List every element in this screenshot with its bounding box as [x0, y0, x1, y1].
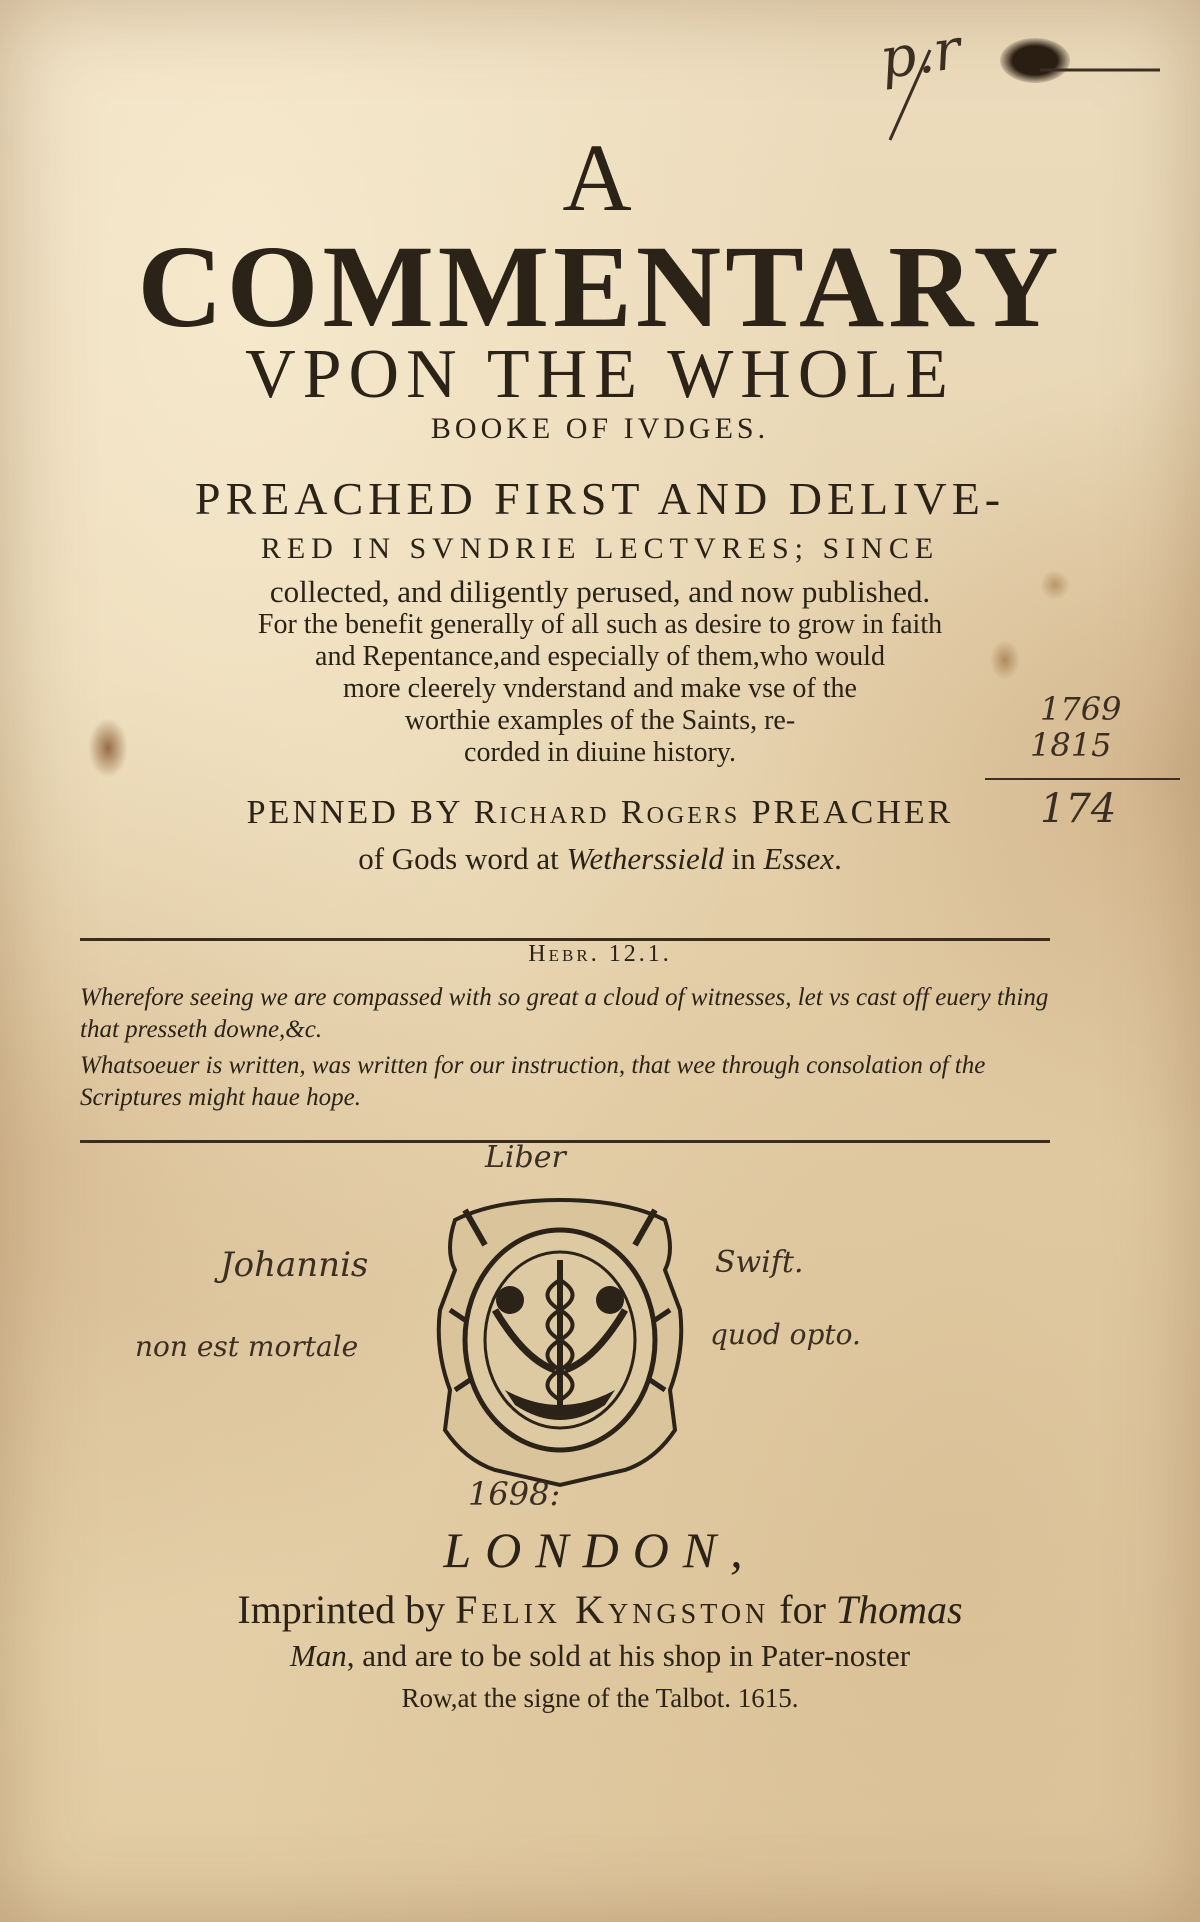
handwritten-motto-b: quod opto.	[710, 1318, 861, 1351]
description-line: For the benefit generally of all such as desire to grow in faith	[257, 609, 943, 640]
author-line	[0, 796, 1200, 830]
handwritten-motto-a: non est mortale	[135, 1330, 359, 1363]
handwritten-rule	[985, 778, 1180, 780]
imprint-line3: Row,at the signe of the Talbot. 1615.	[401, 1683, 799, 1713]
description-line: collected, and diligently perused, and now published.	[269, 574, 931, 609]
title-commentary: COMMENTARY	[137, 221, 1063, 352]
imprint-city: LONDON,	[443, 1522, 757, 1578]
handwritten-johannis: Johannis	[220, 1245, 369, 1285]
title-booke: BOOKE OF IVDGES.	[430, 412, 770, 445]
handwritten-year: 1698:	[468, 1475, 561, 1513]
title-vpon: VPON THE WHOLE	[245, 336, 955, 413]
description-line: more cleerely vnderstand and make vse of the	[343, 673, 857, 704]
author-place-end: .	[834, 841, 842, 876]
handwritten-liber: Liber	[485, 1140, 566, 1175]
author-place: Wetherssield	[566, 841, 724, 876]
imprint-prefix: Imprinted by	[237, 1587, 456, 1632]
author-place-prefix: of Gods word at	[358, 841, 567, 876]
epigraph-reference: Hebr. 12.1.	[528, 941, 672, 967]
imprint-shop: , and are to be sold at his shop in Pater-noster	[346, 1638, 911, 1673]
imprint-printer: Felix Kyngston	[455, 1587, 770, 1632]
printers-device-icon	[425, 1190, 695, 1490]
imprint-publisher-first: Thomas	[835, 1587, 963, 1632]
handwritten-swift: Swift.	[715, 1245, 804, 1280]
epigraph-quote: Whatsoeuer is written, was written for our instruction, that wee through consolation of the Scriptures might haue hope.	[80, 1052, 986, 1111]
description-line: and Repentance,and especially of them,who would	[315, 641, 885, 672]
handwritten-shelfmark: p.r	[875, 16, 965, 93]
imprint-line2	[0, 1640, 1200, 1671]
author-place-mid: in	[723, 841, 764, 876]
author-role: PREACHER	[740, 794, 954, 831]
handwritten-number: 1769	[1040, 690, 1122, 728]
title-line-a: A	[562, 124, 638, 231]
description-line: worthie examples of the Saints, re-	[404, 705, 796, 736]
imprint-line1	[0, 1587, 1200, 1632]
author-county: Essex	[763, 841, 835, 876]
imprint-for: for	[769, 1587, 836, 1632]
imprint-publisher-last: Man	[289, 1638, 347, 1673]
author-place-line	[0, 843, 1200, 874]
description-line: corded in diuine history.	[464, 737, 736, 768]
description-line: RED IN SVNDRIE LECTVRES; SINCE	[260, 532, 940, 565]
handwritten-number: 174	[1040, 786, 1117, 832]
author-name: Richard Rogers	[473, 794, 741, 831]
description-line: PREACHED FIRST AND DELIVE-	[194, 473, 1006, 524]
handwritten-number: 1815	[1030, 726, 1112, 764]
epigraph-quote: Wherefore seeing we are compassed with so great a cloud of witnesses, let vs cast off euery thing that presseth downe,&c.	[80, 984, 1049, 1043]
author-penned: PENNED BY	[246, 794, 474, 831]
